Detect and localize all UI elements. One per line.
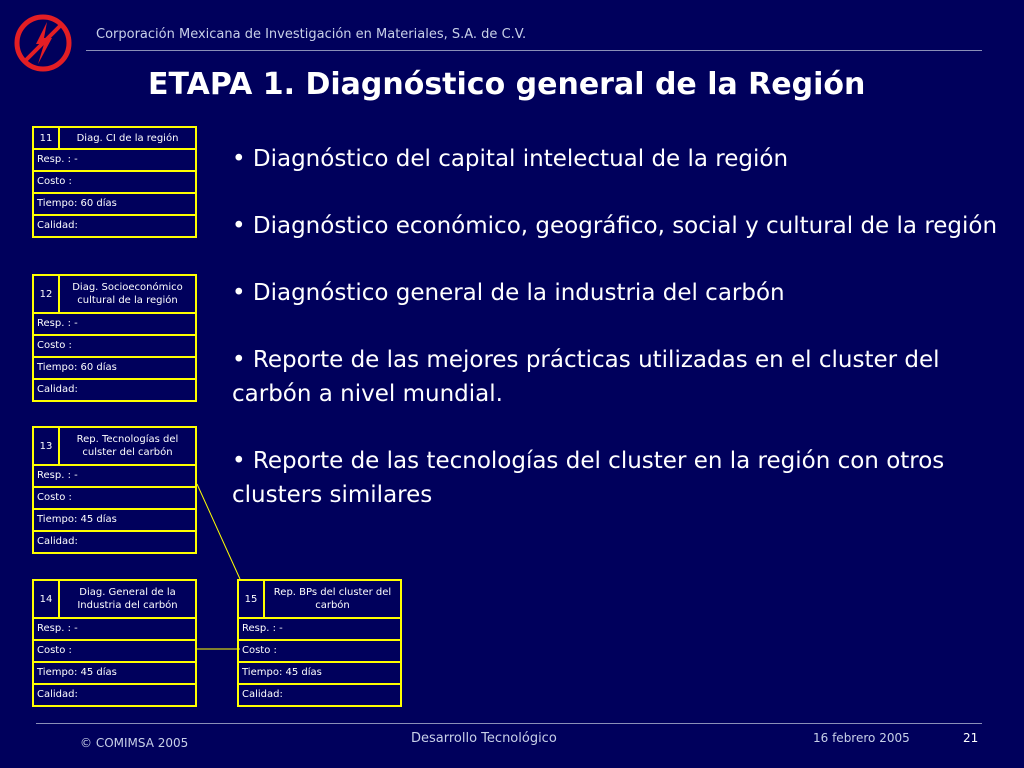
task-name: Rep. BPs del cluster del carbón [273,587,392,611]
task-costo: Costo : [34,172,195,194]
company-name: Corporación Mexicana de Investigación en Materiales, S.A. de C.V. [96,27,527,42]
footer-divider [36,723,982,724]
comimsa-logo-icon [14,14,72,72]
footer-center-text: Desarrollo Tecnológico [411,731,557,746]
task-tiempo: Tiempo: 60 días [34,194,195,216]
header-divider [86,50,982,51]
task-resp: Resp. : - [34,314,195,336]
bullet-list [232,142,1008,545]
task-tiempo: Tiempo: 45 días [34,663,195,685]
task-number: 12 [34,276,60,312]
footer-copyright: © COMIMSA 2005 [80,736,189,750]
task-header [34,276,195,314]
task-costo: Costo : [34,641,195,663]
task-calidad: Calidad: [37,220,78,231]
task-box-12[interactable] [32,274,197,402]
task-tiempo: Tiempo: 60 días [34,358,195,380]
task-box-14[interactable] [32,579,197,707]
task-costo: Costo : [34,488,195,510]
bullet-item: • Reporte de las tecnologías del cluster en la región con otros clusters similares [232,448,945,508]
task-calidad: Calidad: [37,689,78,700]
task-costo: Costo : [239,641,400,663]
bullet-item: • Diagnóstico económico, geográfico, social y cultural de la región [232,213,998,239]
task-calidad: Calidad: [37,536,78,547]
task-name: Diag. CI de la región [76,132,179,144]
task-header [239,581,400,619]
task-header [34,581,195,619]
task-tiempo: Tiempo: 45 días [239,663,400,685]
task-resp: Resp. : - [34,466,195,488]
task-box-11[interactable] [32,126,197,238]
task-calidad: Calidad: [242,689,283,700]
task-box-15[interactable] [237,579,402,707]
task-box-13[interactable] [32,426,197,554]
task-number: 11 [34,128,60,148]
task-header [34,128,195,150]
task-name: Diag. General de la Industria del carbón [77,587,178,611]
task-number: 14 [34,581,60,617]
page-number: 21 [963,731,979,745]
task-number: 15 [239,581,265,617]
bullet-item: • Diagnóstico del capital intelectual de la región [232,146,789,172]
task-costo: Costo : [34,336,195,358]
task-header [34,428,195,466]
task-resp: Resp. : - [34,619,195,641]
task-name: Rep. Tecnologías del culster del carbón [76,434,179,458]
task-number: 13 [34,428,60,464]
bullet-item: • Reporte de las mejores prácticas utilizadas en el cluster del carbón a nivel mundial. [232,347,940,407]
task-tiempo: Tiempo: 45 días [34,510,195,532]
footer-date: 16 febrero 2005 [813,731,910,745]
bullet-item: • Diagnóstico general de la industria del carbón [232,280,785,306]
task-calidad: Calidad: [37,384,78,395]
task-resp: Resp. : - [34,150,195,172]
page-title: ETAPA 1. Diagnóstico general de la Región [148,67,866,102]
task-name: Diag. Socioeconómico cultural de la región [72,282,183,306]
task-resp: Resp. : - [239,619,400,641]
